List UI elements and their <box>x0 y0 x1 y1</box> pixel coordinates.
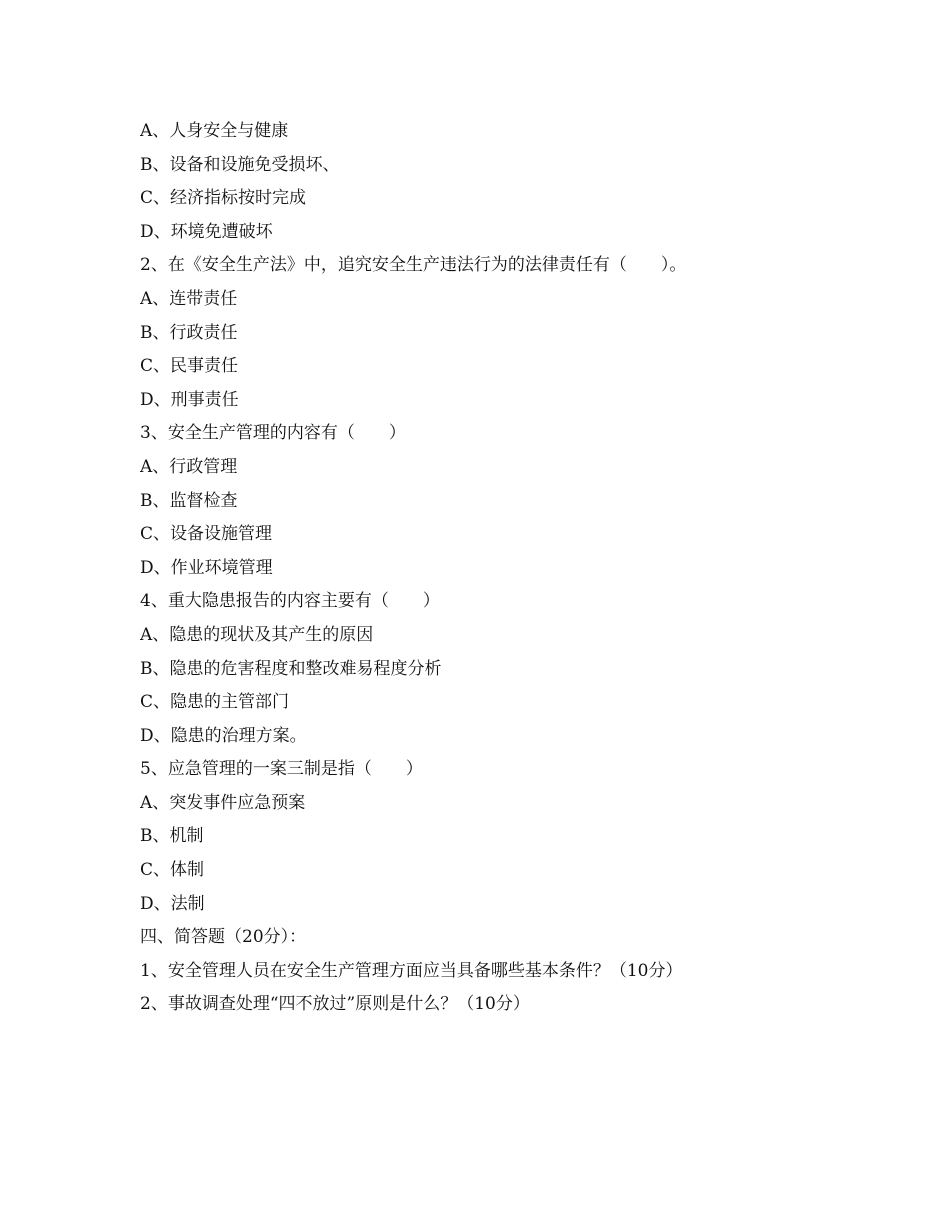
question-line: 1、安全管理人员在安全生产管理方面应当具备哪些基本条件？（10分） <box>140 960 683 981</box>
option-line: A、连带责任 <box>140 288 238 309</box>
option-line: D、作业环境管理 <box>140 557 273 578</box>
option-line: C、设备设施管理 <box>140 524 273 545</box>
option-line: B、隐患的危害程度和整改难易程度分析 <box>140 658 442 679</box>
section-heading: 四、简答题（20分）： <box>140 927 307 948</box>
option-line: A、突发事件应急预案 <box>140 792 306 813</box>
option-line: A、隐患的现状及其产生的原因 <box>140 624 374 645</box>
option-line: D、隐患的治理方案。 <box>140 725 307 746</box>
option-line: D、刑事责任 <box>140 389 239 410</box>
option-line: D、法制 <box>140 893 205 914</box>
option-line: C、体制 <box>140 860 205 881</box>
option-line: B、机制 <box>140 826 204 847</box>
option-line: B、监督检查 <box>140 490 238 511</box>
question-line: 2、事故调查处理“四不放过”原则是什么？（10分） <box>140 994 530 1015</box>
question-line: 5、应急管理的一案三制是指（ ） <box>140 759 423 780</box>
option-line: B、设备和设施免受损坏、 <box>140 154 340 175</box>
option-line: D、环境免遭破坏 <box>140 221 273 242</box>
option-line: C、隐患的主管部门 <box>140 692 290 713</box>
option-line: A、行政管理 <box>140 456 238 477</box>
question-line: 3、安全生产管理的内容有（ ） <box>140 423 406 444</box>
option-line: A、人身安全与健康 <box>140 121 289 141</box>
option-line: C、民事责任 <box>140 356 239 377</box>
document-body <box>140 115 860 1022</box>
question-line: 2、在《安全生产法》中，追究安全生产违法行为的法律责任有（ ）。 <box>140 255 687 276</box>
option-line: B、行政责任 <box>140 322 238 343</box>
question-line: 4、重大隐患报告的内容主要有（ ） <box>140 591 440 612</box>
option-line: C、经济指标按时完成 <box>140 188 307 209</box>
